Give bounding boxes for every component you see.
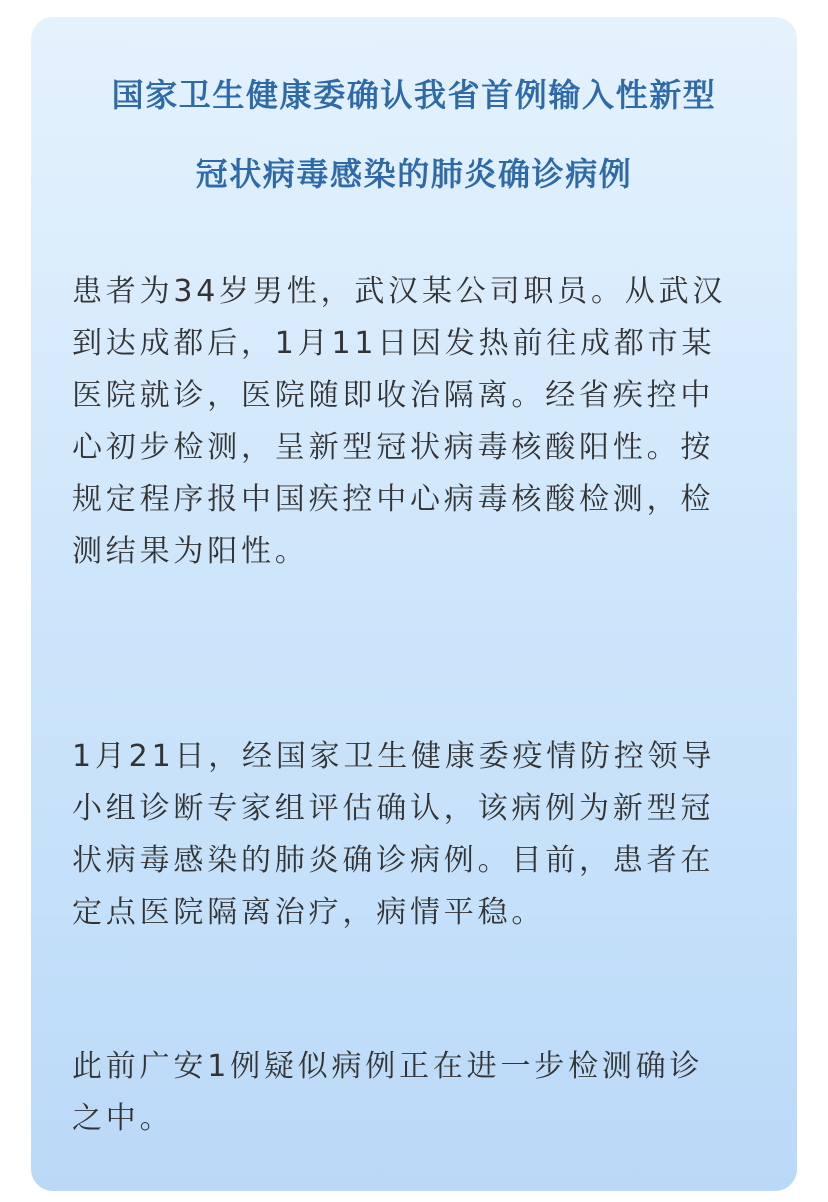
paragraph-suspected-case (72, 1041, 772, 1145)
paragraph-line: 测结果为阳性。 (72, 534, 309, 569)
paragraph-line: 1月21日，经国家卫生健康委疫情防控领导 (72, 739, 716, 774)
paragraph-line: 定点医院隔离治疗，病情平稳。 (72, 895, 546, 930)
paragraph-line: 心初步检测，呈新型冠状病毒核酸阳性。按 (72, 430, 715, 465)
paragraph-line: 此前广安1例疑似病例正在进一步检测确诊 (72, 1049, 704, 1084)
paragraph-line: 患者为34岁男性，武汉某公司职员。从武汉 (72, 274, 727, 309)
article-card (31, 17, 797, 1191)
article-title-line-2: 冠状病毒感染的肺炎确诊病例 (195, 155, 633, 193)
paragraph-line: 到达成都后，1月11日因发热前往成都市某 (72, 326, 716, 361)
paragraph-line: 规定程序报中国疾控中心病毒核酸检测，检 (72, 482, 715, 517)
paragraph-line: 小组诊断专家组评估确认，该病例为新型冠 (72, 791, 715, 826)
paragraph-line: 状病毒感染的肺炎确诊病例。目前，患者在 (72, 843, 715, 878)
paragraph-line: 医院就诊，医院随即收治隔离。经省疾控中 (72, 378, 715, 413)
article-title-line-1: 国家卫生健康委确认我省首例输入性新型 (111, 76, 717, 114)
paragraph-line: 之中。 (72, 1101, 174, 1136)
paragraph-confirmation (72, 731, 772, 939)
paragraph-patient-info (72, 266, 772, 578)
